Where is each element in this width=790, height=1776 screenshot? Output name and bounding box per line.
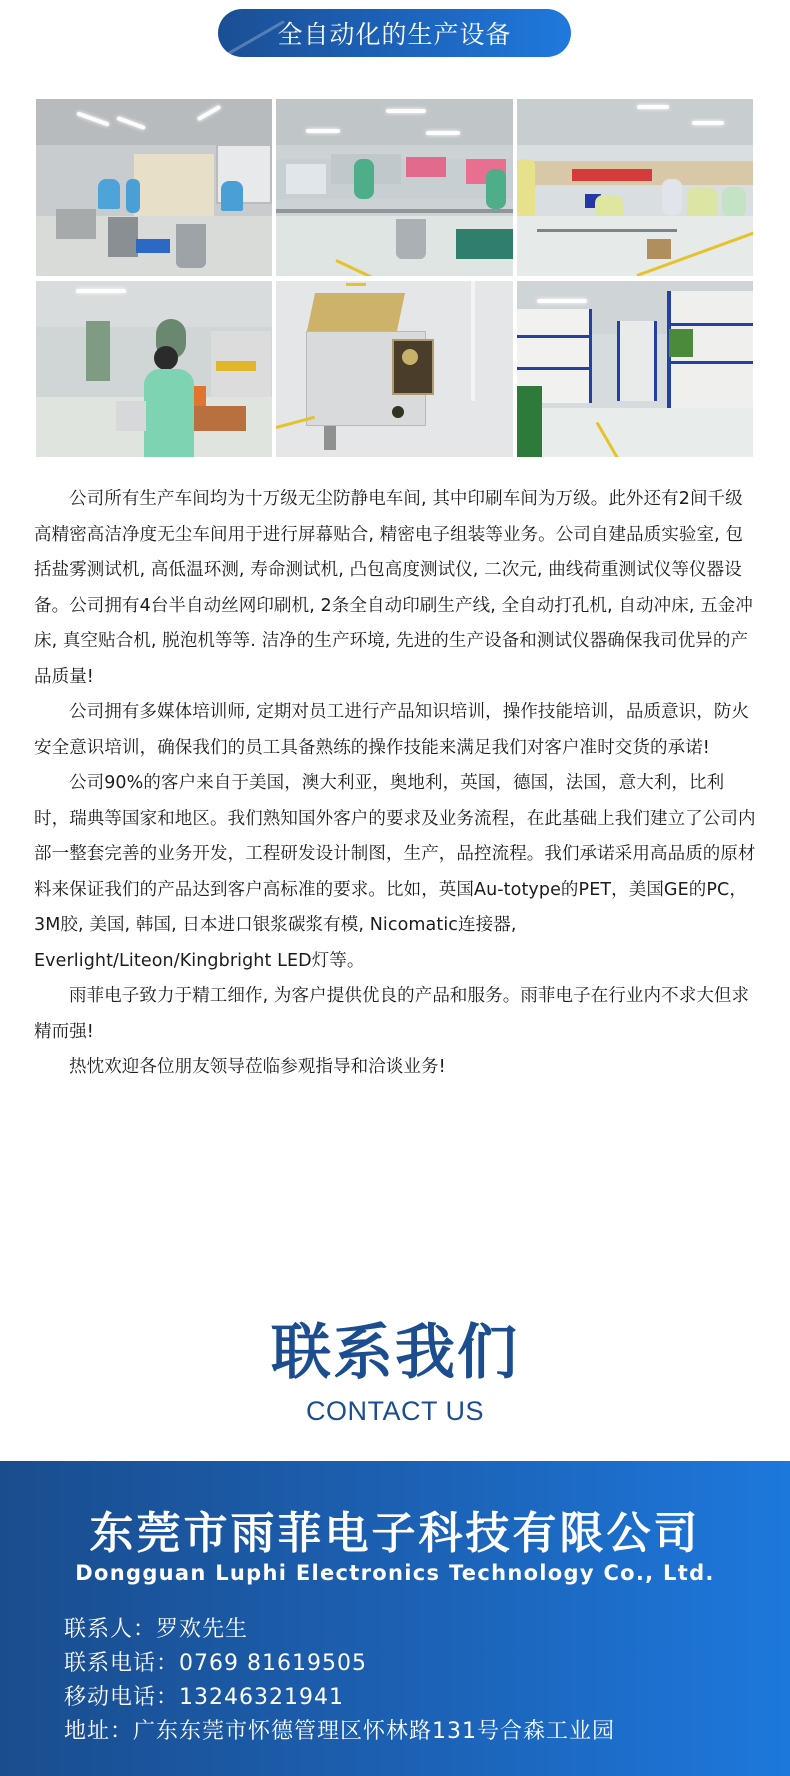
- company-name-en: Dongguan Luphi Electronics Technology Co., Ltd.: [75, 1561, 715, 1585]
- mobile-value[interactable]: 13246321941: [179, 1685, 344, 1710]
- address-label: 地址：: [64, 1719, 134, 1744]
- phone-value[interactable]: 0769 81619505: [179, 1651, 367, 1676]
- contact-person-value: 罗欢先生: [156, 1617, 249, 1642]
- intro-paragraph-mission: 雨菲电子致力于精工细作, 为客户提供优良的产品和服务。雨菲电子在行业内不求大但求精而强!: [34, 986, 750, 1042]
- photo-salt-spray-test-machine: [276, 281, 513, 457]
- equipment-photo-gallery: [36, 99, 753, 457]
- intro-paragraph-training: 公司拥有多媒体培训师, 定期对员工进行产品知识培训，操作技能培训，品质意识，防火安全意识培训，确保我们的员工具备熟练的操作技能来满足我们对客户准时交货的承诺!: [34, 702, 750, 758]
- contact-info-panel: [0, 1461, 790, 1776]
- contact-person-row: [64, 1613, 615, 1647]
- photo-assembly-workbench: [276, 99, 513, 276]
- phone-row: [64, 1647, 615, 1681]
- phone-label: 联系电话：: [64, 1651, 180, 1676]
- intro-paragraph-welcome: 热忱欢迎各位朋友领导莅临参观指导和洽谈业务!: [69, 1057, 446, 1077]
- address-value: 广东东莞市怀德管理区怀林路131号合森工业园: [133, 1719, 616, 1744]
- contact-details: [64, 1613, 615, 1749]
- company-name-cn: 东莞市雨菲电子科技有限公司: [89, 1509, 701, 1558]
- section-banner: [218, 9, 571, 57]
- photo-production-line: [517, 99, 753, 276]
- photo-punch-press-operator: [36, 281, 272, 457]
- photo-screen-storage-racks: [517, 281, 753, 457]
- mobile-label: 移动电话：: [64, 1685, 180, 1710]
- company-intro-text: [34, 482, 756, 1086]
- intro-paragraph-customers: 公司90%的客户来自于美国，澳大利亚，奥地利，英国，德国，法国，意大利，比利时，瑞典等国家和地区。我们熟知国外客户的要求及业务流程，在此基础上我们建立了公司内部一整套完善的业务开发，工程研发设计制图，生产，品控流程。我们承诺采用高品质的原材料来保证我们的产品达到客户高标准的要求。比如，英国Au-totype的PET，美国GE的PC，3M胶, 美国, 韩国, 日本进口银浆碳浆有模, Nicomatic连接器, Everlight/Liteon/Kingbright LED灯等。: [34, 773, 756, 971]
- contact-subheading: CONTACT US: [305, 1396, 484, 1426]
- contact-heading: 联系我们: [271, 1319, 519, 1386]
- mobile-row: [64, 1681, 615, 1715]
- photo-screen-printing-workshop: [36, 99, 272, 276]
- intro-paragraph-facilities: 公司所有生产车间均为十万级无尘防静电车间, 其中印刷车间为万级。此外还有2间千级高精密高洁净度无尘车间用于进行屏幕贴合, 精密电子组装等业务。公司自建品质实验室, 包括盐雾测试机, 高低温环测, 寿命测试机, 凸包高度测试仪, 二次元, 曲线荷重测试仪等仪器设备。公司拥有4台半自动丝网印刷机, 2条全自动印刷生产线, 全自动打孔机, 自动冲床, 五金冲床, 真空贴合机, 脱泡机等等. 洁净的生产环境, 先进的生产设备和测试仪器确保我司优异的产品质量!: [34, 489, 753, 687]
- banner-title: 全自动化的生产设备: [277, 20, 512, 49]
- address-row: [64, 1715, 615, 1749]
- contact-person-label: 联系人：: [64, 1617, 157, 1642]
